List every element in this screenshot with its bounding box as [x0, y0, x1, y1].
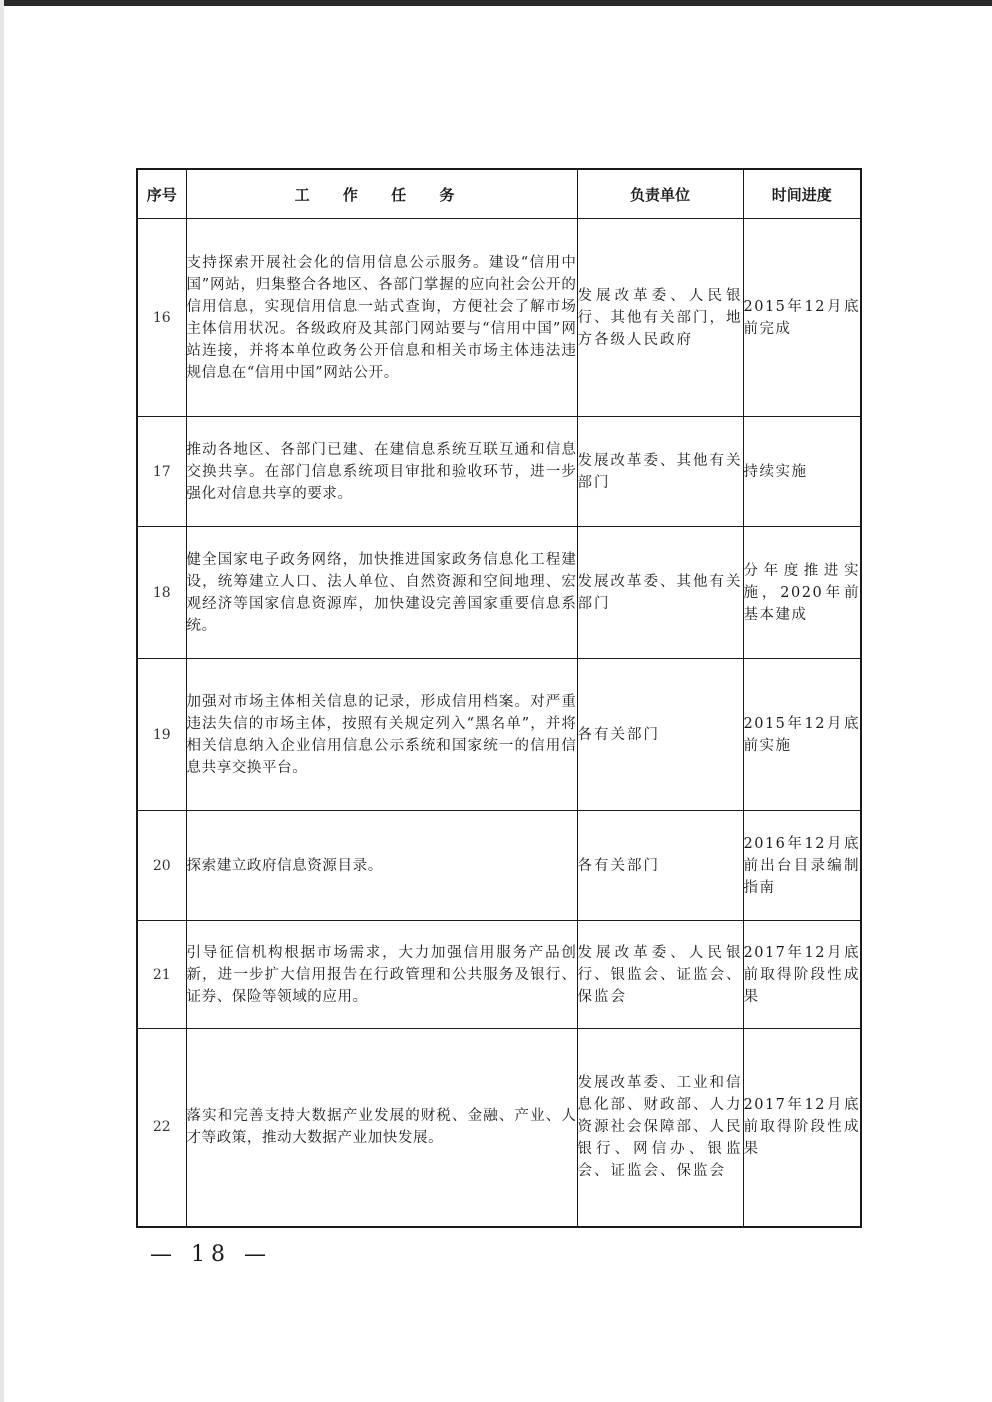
row-unit: 发展改革委、人民银行、银监会、证监会、保监会	[577, 921, 743, 1029]
scan-edge-top	[0, 0, 992, 6]
row-unit: 发展改革委、其他有关部门	[577, 417, 743, 527]
table-row	[137, 811, 861, 921]
row-seq: 17	[137, 417, 186, 527]
row-task: 推动各地区、各部门已建、在建信息系统互联互通和信息交换共享。在部门信息系统项目审批和验收环节，进一步强化对信息共享的要求。	[186, 417, 577, 527]
row-task: 健全国家电子政务网络，加快推进国家政务信息化工程建设，统筹建立人口、法人单位、自然资源和空间地理、宏观经济等国家信息资源库，加快建设完善国家重要信息系统。	[186, 527, 577, 659]
table-row	[137, 219, 861, 417]
header-seq: 序号	[137, 169, 186, 219]
row-seq: 19	[137, 659, 186, 811]
row-unit: 各有关部门	[577, 659, 743, 811]
row-seq: 20	[137, 811, 186, 921]
table-row	[137, 921, 861, 1029]
row-seq: 16	[137, 219, 186, 417]
table-row	[137, 527, 861, 659]
row-task: 落实和完善支持大数据产业发展的财税、金融、产业、人才等政策，推动大数据产业加快发展。	[186, 1029, 577, 1227]
row-time: 2015年12月底前完成	[743, 219, 861, 417]
header-task: 工 作 任 务	[186, 169, 577, 219]
page-number: — 18 —	[150, 1242, 272, 1267]
row-time: 持续实施	[743, 417, 861, 527]
row-task: 引导征信机构根据市场需求，大力加强信用服务产品创新，进一步扩大信用报告在行政管理和公共服务及银行、证券、保险等领域的应用。	[186, 921, 577, 1029]
row-seq: 21	[137, 921, 186, 1029]
row-unit: 发展改革委、人民银行、其他有关部门，地方各级人民政府	[577, 219, 743, 417]
scan-edge-left	[0, 0, 4, 1402]
row-time: 2015年12月底前实施	[743, 659, 861, 811]
row-seq: 18	[137, 527, 186, 659]
row-task: 加强对市场主体相关信息的记录，形成信用档案。对严重违法失信的市场主体，按照有关规定列入“黑名单”，并将相关信息纳入企业信用信息公示系统和国家统一的信用信息共享交换平台。	[186, 659, 577, 811]
header-time: 时间进度	[743, 169, 861, 219]
row-time: 2016年12月底前出台目录编制指南	[743, 811, 861, 921]
table-row	[137, 659, 861, 811]
table-row	[137, 1029, 861, 1227]
row-time: 2017年12月底前取得阶段性成果	[743, 1029, 861, 1227]
row-unit: 各有关部门	[577, 811, 743, 921]
task-table	[136, 168, 862, 1228]
row-unit: 发展改革委、其他有关部门	[577, 527, 743, 659]
row-task: 支持探索开展社会化的信用信息公示服务。建设“信用中国”网站，归集整合各地区、各部门掌握的应向社会公开的信用信息，实现信用信息一站式查询，方便社会了解市场主体信用状况。各级政府及其部门网站要与“信用中国”网站连接，并将本单位政务公开信息和相关市场主体违法违规信息在“信用中国”网站公开。	[186, 219, 577, 417]
table-header-row	[137, 169, 861, 219]
header-unit: 负责单位	[577, 169, 743, 219]
row-task: 探索建立政府信息资源目录。	[186, 811, 577, 921]
row-seq: 22	[137, 1029, 186, 1227]
table-row	[137, 417, 861, 527]
row-unit: 发展改革委、工业和信息化部、财政部、人力资源社会保障部、人民银行、网信办、银监会、证监会、保监会	[577, 1029, 743, 1227]
row-time: 分年度推进实施，2020年前基本建成	[743, 527, 861, 659]
row-time: 2017年12月底前取得阶段性成果	[743, 921, 861, 1029]
